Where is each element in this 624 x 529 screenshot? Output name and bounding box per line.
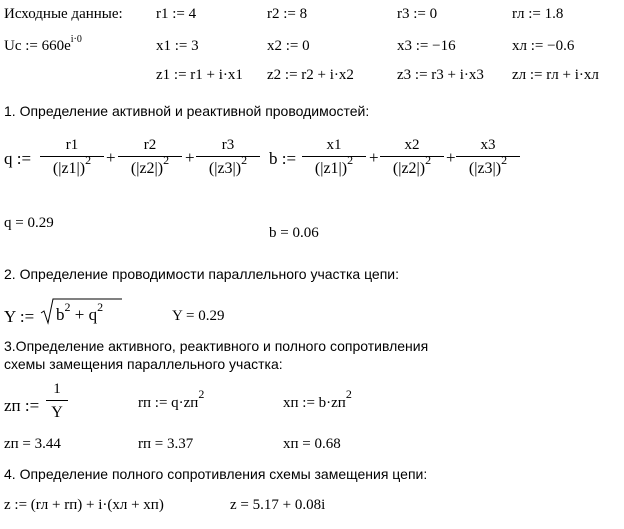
x1-definition: x1 := 3 bbox=[156, 38, 199, 54]
y-radicand: $b^2 + q^2$ bbox=[56, 300, 104, 324]
z2-definition: z2 := r2 + i·x2 bbox=[267, 67, 354, 83]
section1-heading: 1. Определение активной и реактивной проводимостей: bbox=[4, 103, 370, 119]
z1-definition: z1 := r1 + i·x1 bbox=[156, 67, 243, 83]
zp-denominator: Y bbox=[51, 404, 63, 421]
b-numerator-3: x3 bbox=[480, 137, 496, 153]
xl-definition: xл := −0.6 bbox=[512, 38, 575, 54]
q-fraction-2 bbox=[118, 136, 182, 179]
xp-definition: xп := $b\cdot zп^2$ bbox=[283, 387, 352, 411]
b-numerator-2: x2 bbox=[404, 137, 420, 153]
q-denominator-1: $(|z1|)^2$ bbox=[52, 153, 92, 177]
zp-result: zп = 3.44 bbox=[4, 436, 61, 452]
uc-base: Uc := 660e bbox=[4, 38, 71, 54]
r2-definition: r2 := 8 bbox=[267, 6, 308, 22]
b-fraction-3 bbox=[456, 136, 520, 179]
plus-sign: + bbox=[446, 148, 456, 167]
input-data-label: Исходные данные: bbox=[4, 6, 123, 22]
x3-definition: x3 := −16 bbox=[397, 38, 456, 54]
uc-exponent: i·0 bbox=[70, 34, 82, 45]
b-denominator-1: $(|z1|)^2$ bbox=[314, 153, 354, 177]
q-denominator-3: $(|z3|)^2$ bbox=[208, 153, 248, 177]
zl-definition: zл := rл + i·xл bbox=[512, 67, 599, 83]
zp-fraction bbox=[46, 380, 68, 423]
z-definition: z := (rл + rп) + i·(xл + xп) bbox=[4, 497, 164, 513]
q-denominator-2: $(|z2|)^2$ bbox=[130, 153, 170, 177]
plus-sign: + bbox=[106, 148, 116, 167]
uc-definition bbox=[4, 34, 82, 55]
z3-definition: z3 := r3 + i·x3 bbox=[397, 67, 484, 83]
zp-numerator: 1 bbox=[53, 381, 61, 397]
xp-result: xп = 0.68 bbox=[283, 436, 341, 452]
b-lhs: b := bbox=[269, 149, 297, 168]
rp-result: rп = 3.37 bbox=[138, 436, 194, 452]
x2-definition: x2 := 0 bbox=[267, 38, 310, 54]
plus-sign: + bbox=[369, 148, 379, 167]
rl-definition: rл := 1.8 bbox=[512, 6, 564, 22]
r3-definition: r3 := 0 bbox=[397, 6, 438, 22]
z-result: z = 5.17 + 0.08i bbox=[230, 497, 326, 513]
b-result: b = 0.06 bbox=[269, 225, 319, 241]
section2-heading: 2. Определение проводимости параллельного участка цепи: bbox=[4, 266, 400, 282]
zp-lhs: zп := bbox=[4, 396, 40, 415]
y-lhs: Y := bbox=[4, 307, 35, 326]
b-denominator-3: $(|z3|)^2$ bbox=[468, 153, 508, 177]
q-fraction-3 bbox=[196, 136, 260, 179]
q-numerator-2: r2 bbox=[143, 137, 157, 153]
section3-heading-line1: 3.Определение активного, реактивного и полного сопротивления bbox=[4, 338, 429, 354]
q-numerator-3: r3 bbox=[221, 137, 235, 153]
q-result: q = 0.29 bbox=[4, 215, 54, 231]
b-fraction-2 bbox=[380, 136, 444, 179]
rp-definition: rп := $q\cdot zп^2$ bbox=[138, 387, 205, 411]
r1-definition: r1 := 4 bbox=[156, 6, 197, 22]
b-numerator-1: x1 bbox=[326, 137, 342, 153]
b-denominator-2: $(|z2|)^2$ bbox=[392, 153, 432, 177]
section4-heading: 4. Определение полного сопротивления схемы замещения цепи: bbox=[4, 466, 428, 482]
q-fraction-1 bbox=[40, 136, 104, 179]
plus-sign: + bbox=[185, 148, 195, 167]
q-numerator-1: r1 bbox=[65, 137, 79, 153]
b-fraction-1 bbox=[302, 136, 366, 179]
q-lhs: q := bbox=[4, 149, 32, 168]
section3-heading-line2: схемы замещения параллельного участка: bbox=[4, 356, 283, 372]
y-result: Y = 0.29 bbox=[172, 308, 225, 324]
y-sqrt-expression bbox=[40, 296, 122, 326]
